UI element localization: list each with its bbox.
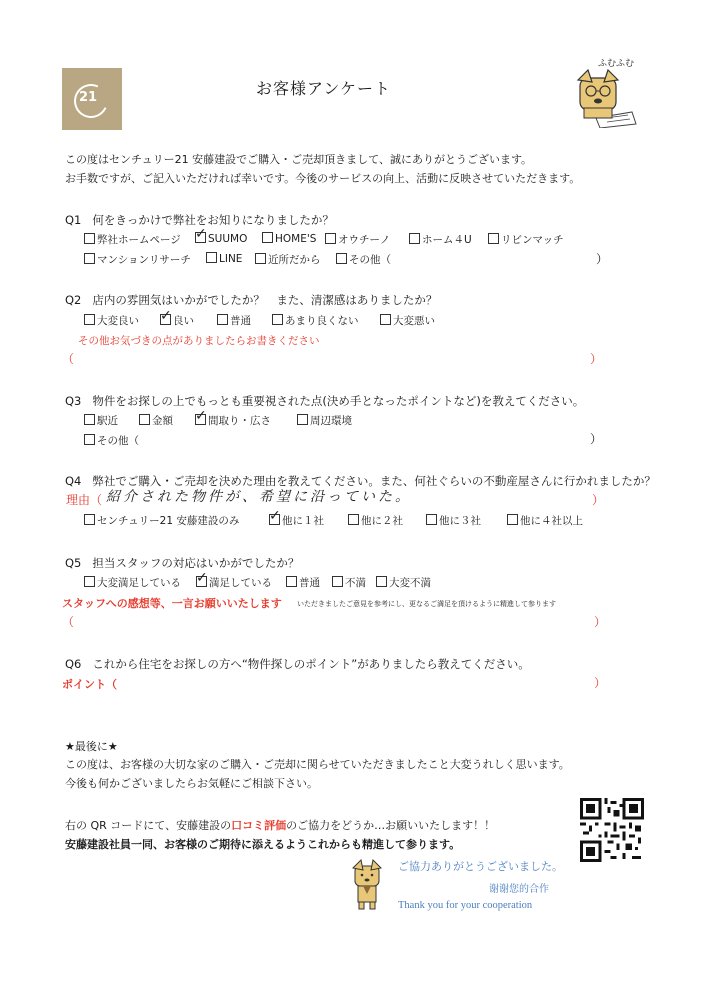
q5-close-paren: ） [594, 615, 607, 629]
q2-option-very-good[interactable]: 大変良い [84, 313, 139, 328]
q5-option-very-dissatisfied[interactable]: 大変不満 [376, 575, 431, 590]
q5-option-satisfied[interactable]: ✓ 満足している [196, 570, 272, 589]
checkmark-icon: ✓ [195, 408, 207, 424]
q2-comment-field[interactable] [80, 352, 580, 366]
q6-heading [65, 656, 530, 672]
q6-text: これから住宅をお探しの方へ“物件探しのポイント”がありましたら教えてください。 [92, 657, 530, 671]
q4-number: Q4 [65, 474, 82, 488]
q4-reason-label: 理由（ [66, 493, 103, 507]
q6-point-label: ポイント（ [62, 678, 117, 691]
checkbox[interactable] [336, 253, 347, 264]
q5-option-very-satisfied[interactable]: 大変満足している [84, 575, 181, 590]
checkbox[interactable] [84, 253, 95, 264]
checkbox-checked[interactable] [195, 226, 207, 243]
q2-option-very-bad[interactable]: 大変悪い [380, 313, 435, 328]
q4-option-one-other[interactable]: ✓ 他に１社 [269, 508, 324, 527]
checkmark-icon: ✓ [195, 226, 207, 242]
q3-option-price[interactable]: 金額 [139, 413, 173, 428]
mascot-bowing-illustration [347, 858, 387, 910]
q2-number: Q2 [65, 293, 82, 307]
q3-heading [65, 393, 584, 409]
checkbox-checked[interactable] [269, 508, 281, 525]
century21-logo [62, 68, 122, 130]
q3-close-paren: ） [590, 432, 603, 446]
q5-open-paren: （ [62, 615, 75, 629]
checkbox-checked[interactable] [195, 408, 207, 425]
q1-option-mansion-research[interactable]: マンションリサーチ [84, 252, 191, 267]
q1-number: Q1 [65, 213, 82, 227]
checkbox[interactable] [272, 314, 283, 325]
q1-option-home4u[interactable]: ホーム４U [409, 232, 472, 247]
q5-staff-comment-prompt: スタッフへの感想等、一言お願いいたします [62, 597, 282, 610]
q1-option-nearby[interactable]: 近所だから [255, 252, 321, 267]
checkbox[interactable] [84, 514, 95, 525]
review-highlight: 口コミ評価 [231, 819, 287, 832]
checkbox[interactable] [488, 233, 499, 244]
q2-comment-prompt: その他お気づきの点がありましたらお書きください [78, 335, 320, 347]
checkbox[interactable] [84, 414, 95, 425]
q2-open-paren: （ [62, 352, 75, 366]
mascot-caption: ふむふむ [598, 59, 635, 69]
q1-close-paren: ） [596, 252, 609, 266]
q6-number: Q6 [65, 657, 82, 671]
checkbox[interactable] [380, 314, 391, 325]
checkmark-icon: ✓ [269, 508, 281, 524]
q2-heading [65, 292, 437, 308]
closing-heading: ★最後に★ [65, 740, 118, 753]
q2-option-not-good[interactable]: あまり良くない [272, 313, 359, 328]
q1-option-suumo[interactable]: ✓ SUUMO [195, 226, 248, 245]
q5-option-normal[interactable]: 普通 [286, 575, 320, 590]
q1-option-rivinmatch[interactable]: リビンマッチ [488, 232, 564, 247]
q5-comment-field[interactable] [80, 615, 580, 629]
thanks-japanese: ご協力ありがとうございました。 [398, 860, 563, 873]
checkbox[interactable] [255, 253, 266, 264]
thanks-english: Thank you for your cooperation [398, 900, 533, 911]
q3-number: Q3 [65, 394, 82, 408]
q2-text: 店内の雰囲気はいかがでしたか？ また、清潔感はありましたか？ [92, 293, 438, 307]
qr-request-line: 右の QR コードにて、安藤建設の口コミ評価のご協力をどうか…お願いいたします！！ [65, 819, 496, 832]
q3-option-surroundings[interactable]: 周辺環境 [297, 413, 352, 428]
checkbox[interactable] [84, 576, 95, 587]
intro-line-2: お手数ですが、ご記入いただければ幸いです。今後のサービスの向上、活動に反映させていただきます。 [65, 172, 581, 185]
qr-code[interactable] [580, 798, 644, 862]
q4-reason-handwritten-answer[interactable]: 紹介された物件が、希望に沿っていた。 [106, 489, 412, 505]
q2-option-good[interactable]: ✓ 良い [160, 308, 194, 327]
page-title: お客様アンケート [256, 79, 392, 98]
q2-close-paren: ） [590, 352, 603, 366]
checkbox[interactable] [139, 414, 150, 425]
checkbox[interactable] [376, 576, 387, 587]
intro-line-1: この度はセンチュリー21 安藤建設でご購入・ご売却頂きまして、誠にありがとうございます。 [65, 153, 533, 166]
mascot-reading-illustration [566, 58, 638, 128]
q4-option-only-c21[interactable]: センチュリー21 安藤建設のみ [84, 513, 239, 528]
q3-option-other[interactable]: その他（ [84, 433, 139, 448]
checkbox[interactable] [426, 514, 437, 525]
checkbox[interactable] [84, 233, 95, 244]
logo-text: 21 [79, 90, 98, 105]
closing-line-2: 今後も何かございましたらお気軽にご相談下さい。 [65, 777, 318, 790]
q2-option-normal[interactable]: 普通 [217, 313, 251, 328]
q1-option-homes[interactable]: HOME'S [262, 232, 316, 245]
checkbox[interactable] [262, 232, 273, 243]
q3-option-layout[interactable]: ✓ 間取り・広さ [195, 408, 271, 427]
checkbox[interactable] [325, 233, 336, 244]
checkbox[interactable] [409, 233, 420, 244]
q4-close-paren: ） [592, 493, 605, 507]
staff-message: 安藤建設社員一同、お客様のご期待に添えるようこれからも精進して参ります。 [65, 838, 461, 851]
q3-option-station[interactable]: 駅近 [84, 413, 118, 428]
q1-option-other[interactable]: その他（ [336, 252, 391, 267]
q4-option-four-plus[interactable]: 他に４社以上 [507, 513, 583, 528]
checkbox[interactable] [286, 576, 297, 587]
closing-line-1: この度は、お客様の大切な家のご購入・ご売却に関らせていただきましたこと大変うれしく思います。 [65, 758, 570, 771]
checkbox[interactable] [84, 314, 95, 325]
thanks-chinese: 谢谢您的合作 [489, 884, 549, 895]
checkbox-checked[interactable] [160, 308, 172, 325]
q3-text: 物件をお探しの上でもっとも重要視された点(決め手となったポイントなど)を教えてください。 [92, 394, 585, 408]
q4-text: 弊社でご購入・ご売却を決めた理由を教えてください。また、何社ぐらいの不動産屋さんに行かれましたか？ [92, 474, 656, 488]
checkbox[interactable] [332, 576, 343, 587]
q5-prompt-note: いただきましたご意見を参考にし、更なるご満足を頂けるように精進して参ります [297, 600, 556, 608]
q5-text: 担当スタッフの対応はいかがでしたか？ [92, 556, 300, 570]
checkbox[interactable] [348, 514, 359, 525]
checkmark-icon: ✓ [196, 570, 208, 586]
q1-option-line[interactable]: LINE [206, 252, 242, 265]
checkbox-checked[interactable] [196, 570, 208, 587]
checkbox[interactable] [84, 434, 95, 445]
checkbox[interactable] [297, 414, 308, 425]
q1-option-homepage[interactable]: 弊社ホームページ [84, 232, 181, 247]
q5-option-dissatisfied[interactable]: 不満 [332, 575, 366, 590]
q5-number: Q5 [65, 556, 82, 570]
checkbox[interactable] [507, 514, 518, 525]
q6-close-paren: ） [594, 676, 607, 690]
checkbox[interactable] [206, 252, 217, 263]
q5-heading [65, 555, 299, 571]
q4-option-two-others[interactable]: 他に２社 [348, 513, 403, 528]
checkmark-icon: ✓ [160, 308, 172, 324]
q6-point-field[interactable] [120, 676, 580, 690]
q4-option-three-others[interactable]: 他に３社 [426, 513, 481, 528]
checkbox[interactable] [217, 314, 228, 325]
q1-text: 何をきっかけで弊社をお知りになりましたか？ [92, 213, 334, 227]
q1-option-ouchino[interactable]: オウチーノ [325, 232, 390, 247]
